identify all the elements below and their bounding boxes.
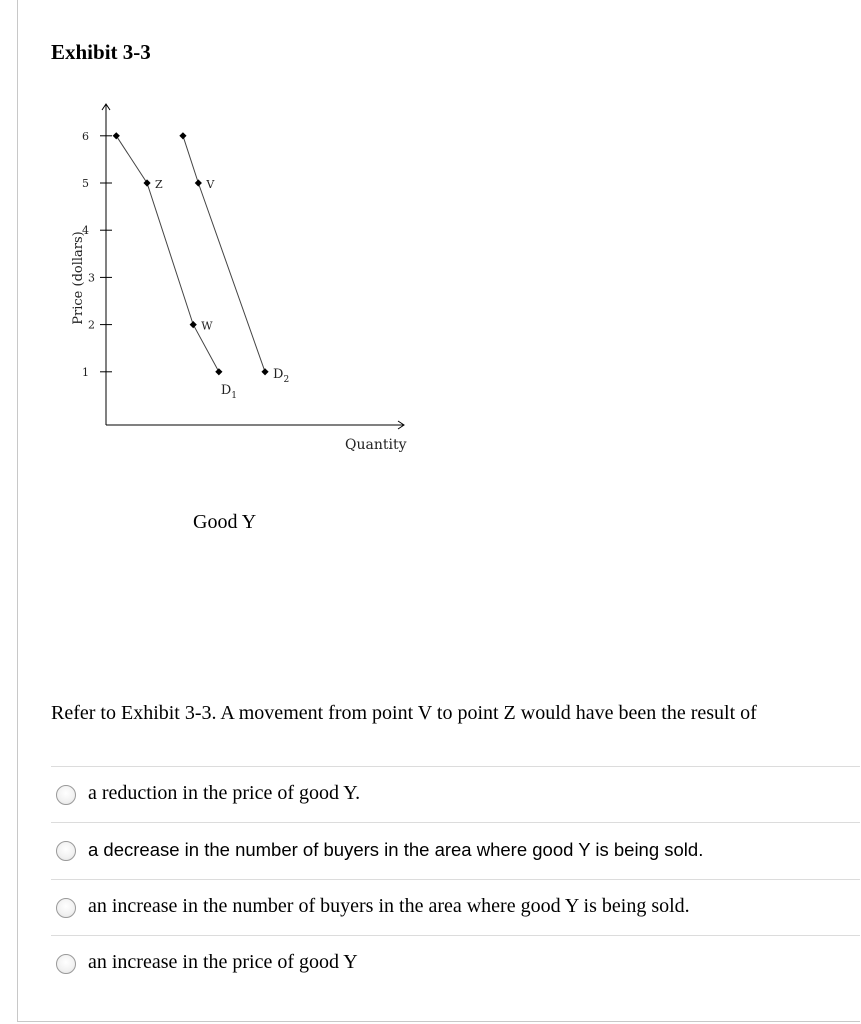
graph-caption: Good Y xyxy=(193,511,257,533)
curve-label-subscript: 2 xyxy=(283,374,290,385)
answer-option-4[interactable] xyxy=(51,935,860,991)
demand-curve-d1 xyxy=(116,136,219,372)
curve-label-d2: $D_2$ xyxy=(273,366,290,385)
y-tick-label: 1 xyxy=(82,365,89,379)
radio-button[interactable] xyxy=(56,954,76,974)
exhibit-title: Exhibit 3-3 xyxy=(51,40,151,64)
answer-option-2[interactable] xyxy=(51,822,860,878)
data-point-marker xyxy=(190,321,197,328)
curve-label-subscript: 1 xyxy=(231,390,238,401)
data-point-marker xyxy=(113,132,120,139)
demand-curve-d2 xyxy=(183,136,265,372)
curve-label-d1: $D_1$ xyxy=(220,382,238,401)
y-tick-label: 4 xyxy=(82,224,89,238)
answer-option-3[interactable] xyxy=(51,879,860,935)
y-tick-label: 6 xyxy=(82,129,89,143)
point-label-w: W xyxy=(201,319,213,333)
data-point-marker xyxy=(215,368,222,375)
answer-option-1[interactable] xyxy=(51,766,860,822)
question-text: Refer to Exhibit 3-3. A movement from point V to point Z would have been the result of xyxy=(51,702,757,724)
y-tick-label: 3 xyxy=(88,271,95,285)
option-label: an increase in the price of good Y xyxy=(88,951,358,973)
point-label-v: V xyxy=(206,178,215,191)
radio-button[interactable] xyxy=(56,898,76,918)
data-point-marker xyxy=(261,368,268,375)
option-label: a decrease in the number of buyers in the area where good Y is being sold. xyxy=(88,839,704,860)
y-tick-label: 2 xyxy=(88,318,95,332)
data-point-marker xyxy=(179,132,186,139)
option-label: an increase in the number of buyers in the area where good Y is being sold. xyxy=(88,895,690,917)
demand-chart xyxy=(0,0,861,500)
option-label: a reduction in the price of good Y. xyxy=(88,782,361,804)
y-axis-label: Price (dollars) xyxy=(71,231,86,325)
data-point-marker xyxy=(195,179,202,186)
data-point-marker xyxy=(143,179,150,186)
point-label-z: Z xyxy=(155,178,163,191)
y-tick-label: 5 xyxy=(82,177,89,190)
radio-button[interactable] xyxy=(56,841,76,861)
x-axis-label: Quantity xyxy=(345,437,407,453)
radio-button[interactable] xyxy=(56,785,76,805)
